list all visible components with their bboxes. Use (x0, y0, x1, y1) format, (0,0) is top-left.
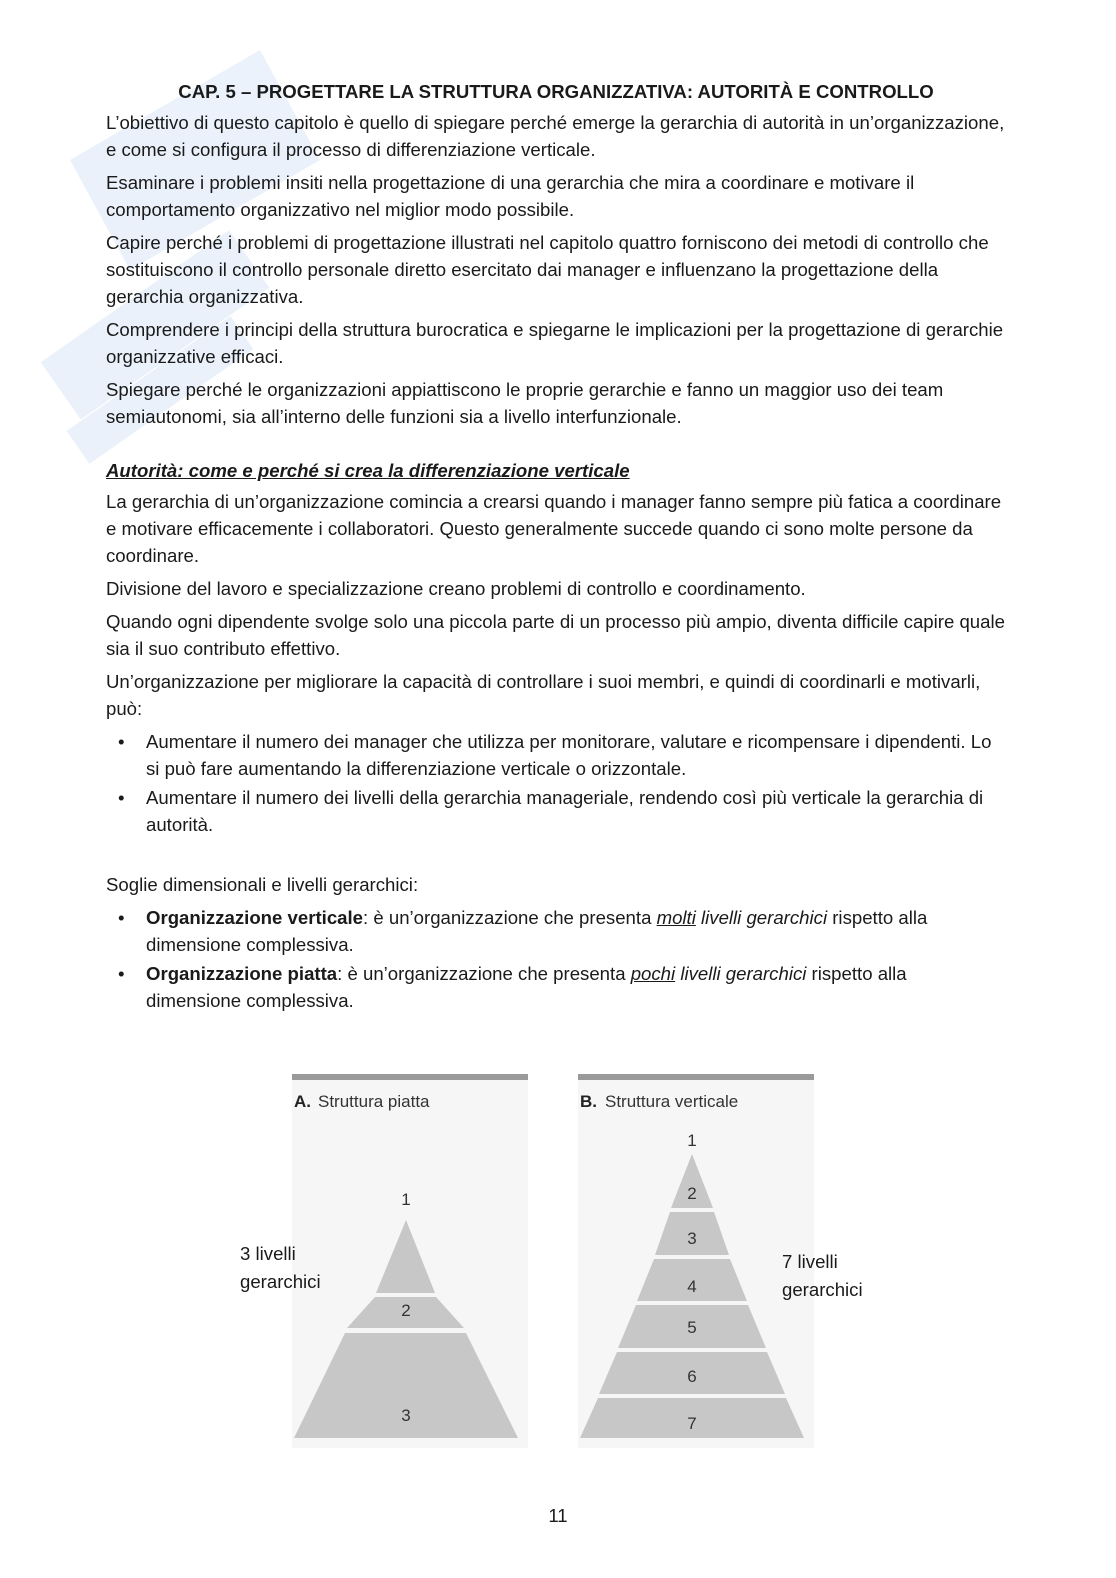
thresholds-intro: Soglie dimensionali e livelli gerarchici: (106, 874, 419, 895)
definitions-list (106, 904, 1006, 1014)
vertical-level-label: 3 (687, 1229, 697, 1248)
intro-paragraph: Esaminare i problemi insiti nella progettazione di una gerarchia che mira a coordinare e motivare il comportamento organizzativo nel miglior modo possibile. (106, 172, 915, 220)
flat-annotation-line2: gerarchici (240, 1271, 321, 1292)
page-content (106, 78, 1006, 1020)
vertical-annotation-line1: 7 livelli (782, 1251, 838, 1272)
panel-b-rule (578, 1074, 814, 1080)
section-paragraph: La gerarchia di un’organizzazione comincia a crearsi quando i manager fanno sempre più fatica a coordinare e motivare efficacemente i collaboratori. Questo generalmente succede quando ci sono molte persone da coordinare. (106, 491, 1002, 566)
intro-paragraph: L’obiettivo di questo capitolo è quello di spiegare perché emerge la gerarchia di autorità in un’organizzazione, e come si configura il processo di differenziazione verticale. (106, 112, 1005, 160)
flat-level-label: 3 (401, 1406, 411, 1425)
section-paragraph: Quando ogni dipendente svolge solo una piccola parte di un processo più ampio, diventa difficile capire quale sia il suo contributo effettivo. (106, 611, 1005, 659)
section-paragraph: Divisione del lavoro e specializzazione creano problemi di controllo e coordinamento. (106, 578, 806, 599)
vertical-level-label: 7 (687, 1414, 697, 1433)
panel-a-letter: A. (294, 1092, 311, 1111)
definition-term: Organizzazione piatta (146, 963, 338, 984)
vertical-level-label: 2 (687, 1184, 697, 1203)
panel-a-label: Struttura piatta (318, 1092, 430, 1111)
definition-item: • Organizzazione verticale: è un’organizzazione che presenta molti livelli gerarchici rispetto alla dimensione complessiva. (106, 904, 1006, 958)
vertical-annotation-line2: gerarchici (782, 1279, 863, 1300)
page-number: 11 (548, 1505, 568, 1526)
intro-paragraph: Capire perché i problemi di progettazione illustrati nel capitolo quattro forniscono dei metodi di controllo che sostituiscono il controllo personale diretto esercitato dai manager e influenzano la progettazione della gerarchia organizzativa. (106, 232, 989, 307)
chapter-title: CAP. 5 – PROGETTARE LA STRUTTURA ORGANIZZATIVA: AUTORITÀ E CONTROLLO (178, 81, 934, 102)
vertical-level-label: 1 (687, 1131, 697, 1150)
section-paragraph: Un’organizzazione per migliorare la capacità di controllare i suoi membri, e quindi di coordinarli e motivarli, può: (106, 671, 981, 719)
flat-annotation-line1: 3 livelli (240, 1243, 296, 1264)
hierarchy-figure (230, 1068, 890, 1458)
bullet-list (106, 728, 1006, 838)
bullet-item: • Aumentare il numero dei livelli della gerarchia manageriale, rendendo così più verticale la gerarchia di autorità. (106, 784, 1006, 838)
vertical-level-label: 5 (687, 1318, 697, 1337)
intro-paragraph: Comprendere i principi della struttura burocratica e spiegarne le implicazioni per la progettazione di gerarchie organizzative efficaci. (106, 319, 1004, 367)
definition-item: • Organizzazione piatta: è un’organizzazione che presenta pochi livelli gerarchici rispetto alla dimensione complessiva. (106, 960, 1006, 1014)
panel-b-letter: B. (580, 1092, 597, 1111)
bullet-item: • Aumentare il numero dei manager che utilizza per monitorare, valutare e ricompensare i dipendenti. Lo si può fare aumentando la differenziazione verticale o orizzontale. (106, 728, 1006, 782)
flat-level-label: 1 (401, 1190, 411, 1209)
panel-a-rule (292, 1074, 528, 1080)
definition-term: Organizzazione verticale (146, 907, 364, 928)
vertical-level-label: 4 (687, 1277, 697, 1296)
intro-paragraph: Spiegare perché le organizzazioni appiattiscono le proprie gerarchie e fanno un maggior uso dei team semiautonomi, sia all’interno delle funzioni sia a livello interfunzionale. (106, 379, 944, 427)
flat-level-label: 2 (401, 1301, 411, 1320)
panel-b-label: Struttura verticale (605, 1092, 739, 1111)
vertical-level-label: 6 (687, 1367, 697, 1386)
section-heading: Autorità: come e perché si crea la differenziazione verticale (106, 460, 630, 481)
